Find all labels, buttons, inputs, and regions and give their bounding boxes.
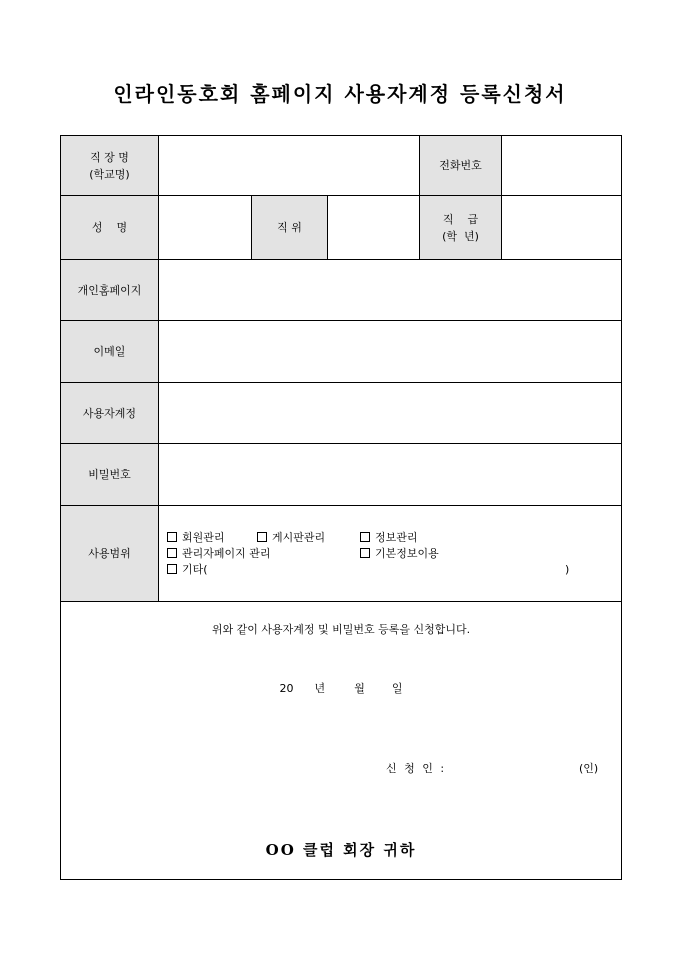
- workplace-label: 직 장 명 (학교명): [61, 136, 159, 196]
- scope-other-close: ): [565, 562, 570, 576]
- position-field[interactable]: [328, 196, 420, 260]
- scope-option-other[interactable]: 기타(: [167, 563, 208, 576]
- homepage-label: 개인홈페이지: [61, 260, 159, 321]
- workplace-field[interactable]: [159, 136, 420, 196]
- application-statement: 위와 같이 사용자계정 및 비밀번호 등록을 신청합니다.: [211, 623, 471, 636]
- account-field[interactable]: [159, 383, 622, 444]
- account-label: 사용자계정: [61, 383, 159, 444]
- phone-label: 전화번호: [420, 136, 502, 196]
- application-date: 20 년 월 일: [279, 682, 403, 695]
- checkbox-icon[interactable]: [360, 548, 370, 558]
- scope-option-basic-info[interactable]: 기본정보이용: [360, 546, 439, 562]
- checkbox-icon[interactable]: [257, 532, 267, 542]
- registration-form-table-main: [60, 135, 622, 880]
- seal-label: (인): [579, 762, 599, 775]
- scope-option-board[interactable]: 게시판관리: [257, 530, 325, 546]
- application-footer: [61, 602, 622, 880]
- email-label: 이메일: [61, 321, 159, 383]
- password-field[interactable]: [159, 444, 622, 506]
- scope-option-admin-page[interactable]: 관리자페이지 관리: [167, 547, 271, 560]
- password-label: 비밀번호: [61, 444, 159, 506]
- grade-label: 직 급 (학 년): [420, 196, 502, 260]
- checkbox-icon[interactable]: [360, 532, 370, 542]
- scope-option-info[interactable]: 정보관리: [360, 530, 418, 546]
- scope-options: [159, 506, 622, 602]
- position-label: 직 위: [252, 196, 328, 260]
- homepage-field[interactable]: [159, 260, 622, 321]
- phone-field[interactable]: [502, 136, 622, 196]
- checkbox-icon[interactable]: [167, 532, 177, 542]
- name-field[interactable]: [159, 196, 252, 260]
- applicant-label: 신 청 인 :: [386, 762, 447, 775]
- scope-label: 사용범위: [61, 506, 159, 602]
- checkbox-icon[interactable]: [167, 564, 177, 574]
- scope-option-member[interactable]: 회원관리: [167, 531, 225, 544]
- name-label: 성 명: [61, 196, 159, 260]
- grade-field[interactable]: [502, 196, 622, 260]
- recipient: OO 클럽 회장 귀하: [265, 841, 417, 859]
- email-field[interactable]: [159, 321, 622, 383]
- document-title: 인라인동호회 홈페이지 사용자계정 등록신청서: [113, 82, 567, 106]
- checkbox-icon[interactable]: [167, 548, 177, 558]
